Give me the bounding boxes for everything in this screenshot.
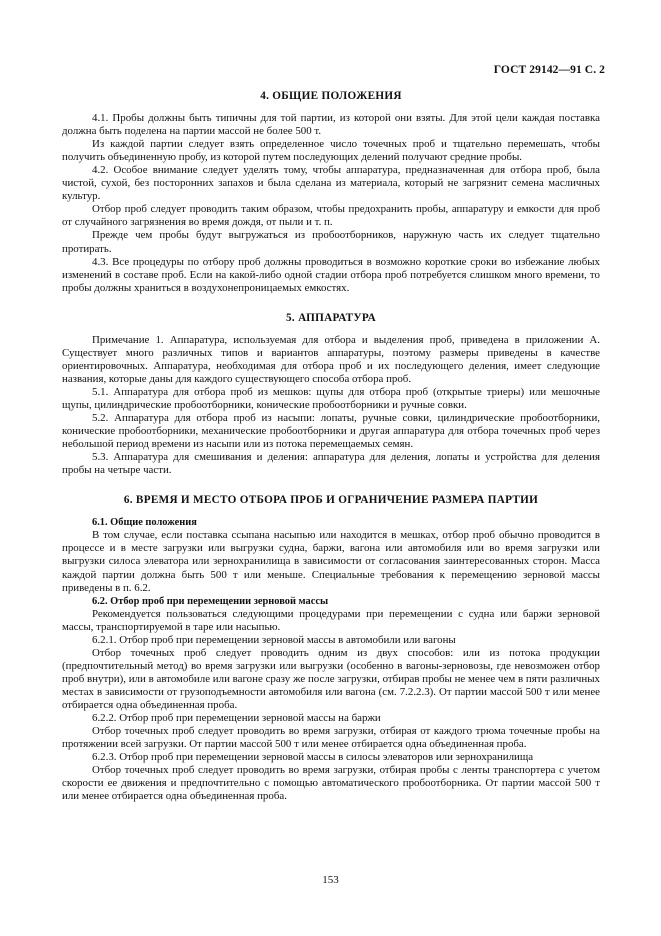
- paragraph: 6.2.1. Отбор проб при перемещении зерновой массы в автомобили или вагоны: [92, 633, 456, 646]
- page-number: 153: [322, 874, 339, 886]
- paragraph: Отбор точечных проб следует проводить во время загрузки, отбирая от каждого трюма точечные пробы на протяжении всей загрузки. От партии массой 500 т или менее отбирается одна объединенная проба.: [62, 725, 600, 751]
- page-header-standard-code: ГОСТ 29142—91 С. 2: [493, 64, 605, 76]
- paragraph: 5.3. Аппаратура для смешивания и деления: аппаратура для деления, лопаты и устройства для деления пробы на четыре части.: [62, 451, 600, 477]
- section-title-5: 5. АППАРАТУРА: [285, 311, 377, 324]
- paragraph: 4.1. Пробы должны быть типичны для той партии, из которой они взяты. Для этой цели каждая поставка должна быть поделена на партии массой не более 500 т.: [62, 112, 600, 138]
- paragraph: 4.3. Все процедуры по отбору проб должны проводиться в возможно короткие сроки во избежание любых изменений в составе проб. Если на какой-либо одной стадии отбора проб потребуется слишком много времени, то пробы должны храниться в воздухонепроницаемых емкостях.: [62, 255, 600, 294]
- paragraph: Прежде чем пробы будут выгружаться из пробоотборников, наружную часть их следует тщательно протирать.: [62, 229, 600, 255]
- note-paragraph: Примечание 1. Аппаратура, используемая для отбора и выделения проб, приведена в приложении А. Существует много различных типов и вариантов аппаратуры, поэтому размеры приведены в качестве ориентировочных. Аппаратура, необходимая для отбора проб и их последующего деления, имеет следующие названия, которые даны для каждого существующего способа отбора проб.: [62, 333, 600, 385]
- paragraph: Рекомендуется пользоваться следующими процедурами при перемещении с судна или баржи зерновой массы, транспортируемой в таре или насыпью.: [62, 607, 600, 633]
- subsection-title-6-2: 6.2. Отбор проб при перемещении зерновой массы: [92, 595, 329, 607]
- paragraph: 6.2.2. Отбор проб при перемещении зерновой массы на баржи: [92, 712, 381, 725]
- page-body: [62, 90, 600, 803]
- section-title-6: 6. ВРЕМЯ И МЕСТО ОТБОРА ПРОБ И ОГРАНИЧЕНИЕ РАЗМЕРА ПАРТИИ: [123, 494, 539, 507]
- paragraph: 4.2. Особое внимание следует уделять тому, чтобы аппаратура, предназначенная для отбора проб, была чистой, сухой, без посторонних запахов и была сделана из материала, который не загрязнит семена масличных культур.: [62, 164, 600, 203]
- subsection-title-6-1: 6.1. Общие положения: [92, 517, 197, 529]
- paragraph: Из каждой партии следует взять определенное число точечных проб и тщательно перемешать, чтобы получить объединенную пробу, из которой путем последующих делений получают средние пробы.: [62, 138, 600, 164]
- section-title-4: 4. ОБЩИЕ ПОЛОЖЕНИЯ: [260, 90, 402, 102]
- paragraph: Отбор проб следует проводить таким образом, чтобы предохранить пробы, аппаратуру и емкости для проб от случайного загрязнения во время дождя, от пыли и т. п.: [62, 203, 600, 229]
- paragraph: В том случае, если поставка ссыпана насыпью или находится в мешках, отбор проб обычно проводится в процессе и в месте загрузки или выгрузки судна, баржи, вагона или автомобиля или во время загрузки или выгрузки силоса элеватора или зернохранилища в зависимости от согласования заинтересованных сторон. Масса каждой партии должна быть 500 т или меньше. Специальные требования к перемещению зерновой массы приведены в п. 6.2.: [62, 529, 600, 594]
- paragraph: Отбор точечных проб следует проводить одним из двух способов: или из потока продукции (предпочтительный метод) во время загрузки или выгрузки (особенно в вагоны-зерновозы, где невозможен отбор проб внутри), или в автомобиле или вагоне сразу же после загрузки, отбирав пробы не менее чем в пяти различных местах в зависимости от грузоподъемности автомобиля или вагона (см. 7.2.2.3). От партии массой 500 т или менее отбирается одна объединенная проба.: [62, 646, 600, 711]
- paragraph: Отбор точечных проб следует проводить во время загрузки, отбирая пробы с ленты транспортера с учетом скорости ее движения и предпочтительно с помощью автоматического пробоотборника. От партии массой 500 т или менее отбирается одна объединенная проба.: [62, 764, 600, 803]
- paragraph: 5.1. Аппаратура для отбора проб из мешков: щупы для отбора проб (открытые триеры) или мешочные щупы, цилиндрические пробоотборники, конические пробоотборники и ручные совки.: [62, 385, 600, 411]
- paragraph: 6.2.3. Отбор проб при перемещении зерновой массы в силосы элеваторов или зернохранилища: [92, 751, 534, 764]
- paragraph: 5.2. Аппаратура для отбора проб из насыпи: лопаты, ручные совки, цилиндрические пробоотборники, конические пробоотборники, механические пробоотборники и другая аппаратура для отбора точечных проб через небольшой период времени из насыпи или из потока перемещаемых семян.: [62, 412, 600, 451]
